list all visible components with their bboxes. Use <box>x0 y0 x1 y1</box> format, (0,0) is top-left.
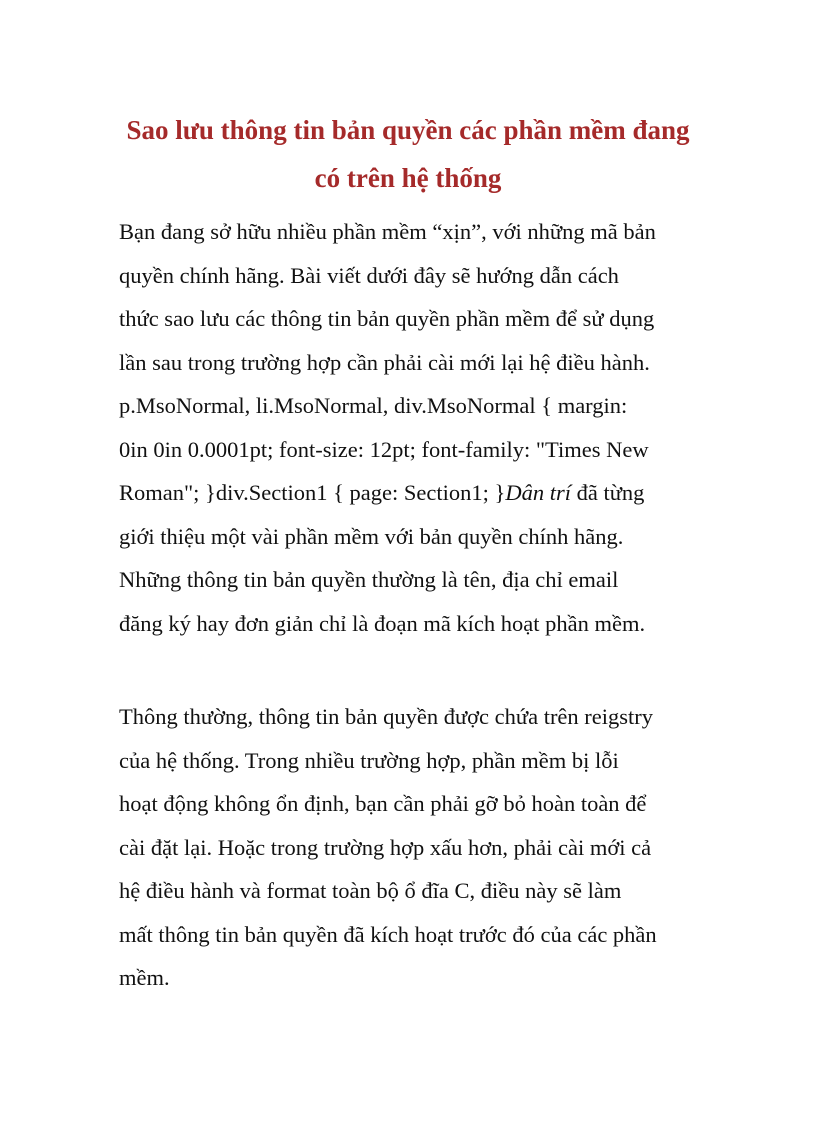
text-line: của hệ thống. Trong nhiều trường hợp, phần mềm bị lỗi <box>119 747 619 773</box>
text-line: hoạt động không ổn định, bạn cần phải gỡ bỏ hoàn toàn để <box>119 791 647 816</box>
text-fragment: Roman"; }div.Section1 { page: Section1; } <box>119 480 506 505</box>
text-line: đăng ký hay đơn giản chỉ là đoạn mã kích hoạt phần mềm. <box>119 610 646 636</box>
text-line: Thông thường, thông tin bản quyền được chứa trên reigstry <box>119 704 654 729</box>
intro-paragraph <box>119 210 719 645</box>
text-fragment: đã từng <box>570 480 645 505</box>
text-line: hệ điều hành và format toàn bộ ổ đĩa C, điều này sẽ làm <box>119 878 622 903</box>
second-paragraph <box>119 695 719 1000</box>
text-line: quyền chính hãng. Bài viết dưới đây sẽ hướng dẫn cách <box>119 262 619 288</box>
text-line: 0in 0in 0.0001pt; font-size: 12pt; font-family: "Times New <box>119 436 649 462</box>
text-line: giới thiệu một vài phần mềm với bản quyền chính hãng. <box>119 523 624 549</box>
text-line: mềm. <box>119 965 170 990</box>
text-line: mất thông tin bản quyền đã kích hoạt trước đó của các phần <box>119 921 657 947</box>
text-line: Những thông tin bản quyền thường là tên, địa chỉ email <box>119 567 619 592</box>
text-line-mixed <box>119 471 719 515</box>
text-line: p.MsoNormal, li.MsoNormal, div.MsoNormal { margin: <box>119 393 628 418</box>
source-name-italic: Dân trí <box>505 480 571 505</box>
article-title-line-1: Sao lưu thông tin bản quyền các phần mềm đang <box>126 115 690 145</box>
article-title-line-2: có trên hệ thống <box>314 163 502 193</box>
text-line: cài đặt lại. Hoặc trong trường hợp xấu hơn, phải cài mới cả <box>119 834 652 860</box>
text-line: Bạn đang sở hữu nhiều phần mềm “xịn”, với những mã bản <box>119 219 656 244</box>
text-line: thức sao lưu các thông tin bản quyền phần mềm để sử dụng <box>119 306 655 331</box>
text-line: lần sau trong trường hợp cần phải cài mới lại hệ điều hành. <box>119 349 650 375</box>
